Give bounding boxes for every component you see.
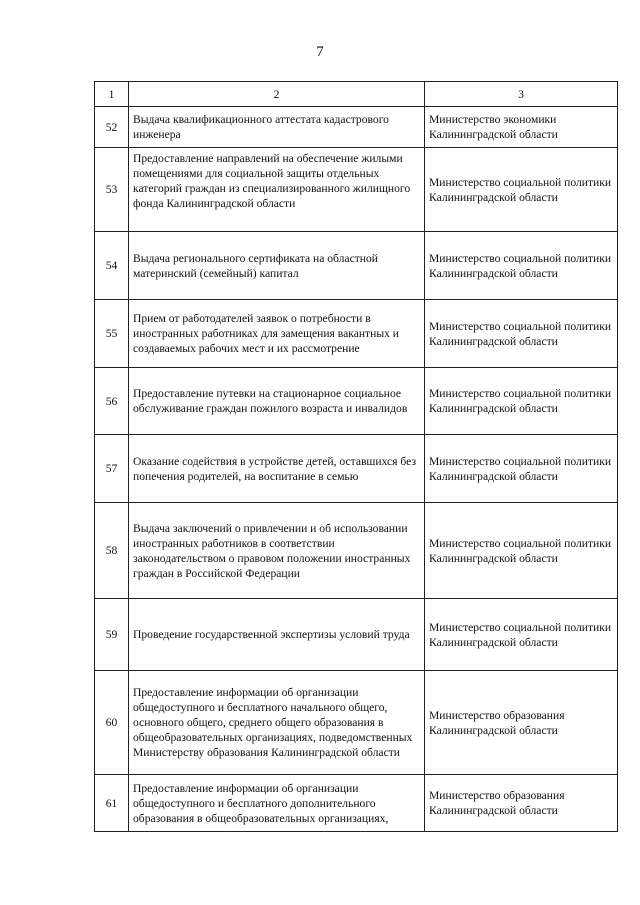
column-header-ministry: 3 <box>425 82 618 107</box>
table-row <box>95 435 618 503</box>
table-row <box>95 148 618 232</box>
page-number: 7 <box>316 44 324 60</box>
ministry-name: Министерство социальной политики Калининградской области <box>425 148 618 232</box>
row-number: 60 <box>95 671 129 775</box>
ministry-name: Министерство образования Калининградской области <box>425 775 618 832</box>
service-name: Выдача квалификационного аттестата кадастрового инженера <box>129 107 425 148</box>
table-row <box>95 599 618 671</box>
row-number: 61 <box>95 775 129 832</box>
service-name: Предоставление информации об организации общедоступного и бесплатного начального общего, основного общего, среднего общего образования в общеобразовательных организациях, подведомственных Министерству образования Калининградской области <box>129 671 425 775</box>
row-number: 57 <box>95 435 129 503</box>
table-row <box>95 671 618 775</box>
row-number: 52 <box>95 107 129 148</box>
column-header-service: 2 <box>129 82 425 107</box>
row-number: 56 <box>95 368 129 435</box>
row-number: 53 <box>95 148 129 232</box>
column-header-number: 1 <box>95 82 129 107</box>
service-name: Предоставление информации об организации общедоступного и бесплатного дополнительного образования в общеобразовательных организациях, <box>129 775 425 832</box>
service-name: Предоставление направлений на обеспечение жилыми помещениями для социальной защиты отдельных категорий граждан из специализированного жилищного фонда Калининградской области <box>129 148 425 232</box>
ministry-name: Министерство социальной политики Калининградской области <box>425 300 618 368</box>
ministry-name: Министерство социальной политики Калининградской области <box>425 232 618 300</box>
table-row <box>95 300 618 368</box>
service-name: Выдача регионального сертификата на областной материнский (семейный) капитал <box>129 232 425 300</box>
service-name: Предоставление путевки на стационарное социальное обслуживание граждан пожилого возраста и инвалидов <box>129 368 425 435</box>
table-row <box>95 775 618 832</box>
services-table <box>94 81 618 832</box>
ministry-name: Министерство образования Калининградской области <box>425 671 618 775</box>
ministry-name: Министерство социальной политики Калининградской области <box>425 435 618 503</box>
row-number: 55 <box>95 300 129 368</box>
ministry-name: Министерство социальной политики Калининградской области <box>425 503 618 599</box>
table-row <box>95 368 618 435</box>
service-name: Выдача заключений о привлечении и об использовании иностранных работников в соответствии законодательством о правовом положении иностранных граждан в Российской Федерации <box>129 503 425 599</box>
table-row <box>95 107 618 148</box>
ministry-name: Министерство социальной политики Калининградской области <box>425 599 618 671</box>
service-name: Проведение государственной экспертизы условий труда <box>129 599 425 671</box>
row-number: 58 <box>95 503 129 599</box>
service-name: Прием от работодателей заявок о потребности в иностранных работниках для замещения вакантных и создаваемых рабочих мест и их рассмотрение <box>129 300 425 368</box>
table-row <box>95 232 618 300</box>
row-number: 59 <box>95 599 129 671</box>
table-header-row <box>95 82 618 107</box>
ministry-name: Министерство экономики Калининградской области <box>425 107 618 148</box>
ministry-name: Министерство социальной политики Калининградской области <box>425 368 618 435</box>
table-row <box>95 503 618 599</box>
service-name: Оказание содействия в устройстве детей, оставшихся без попечения родителей, на воспитание в семью <box>129 435 425 503</box>
row-number: 54 <box>95 232 129 300</box>
